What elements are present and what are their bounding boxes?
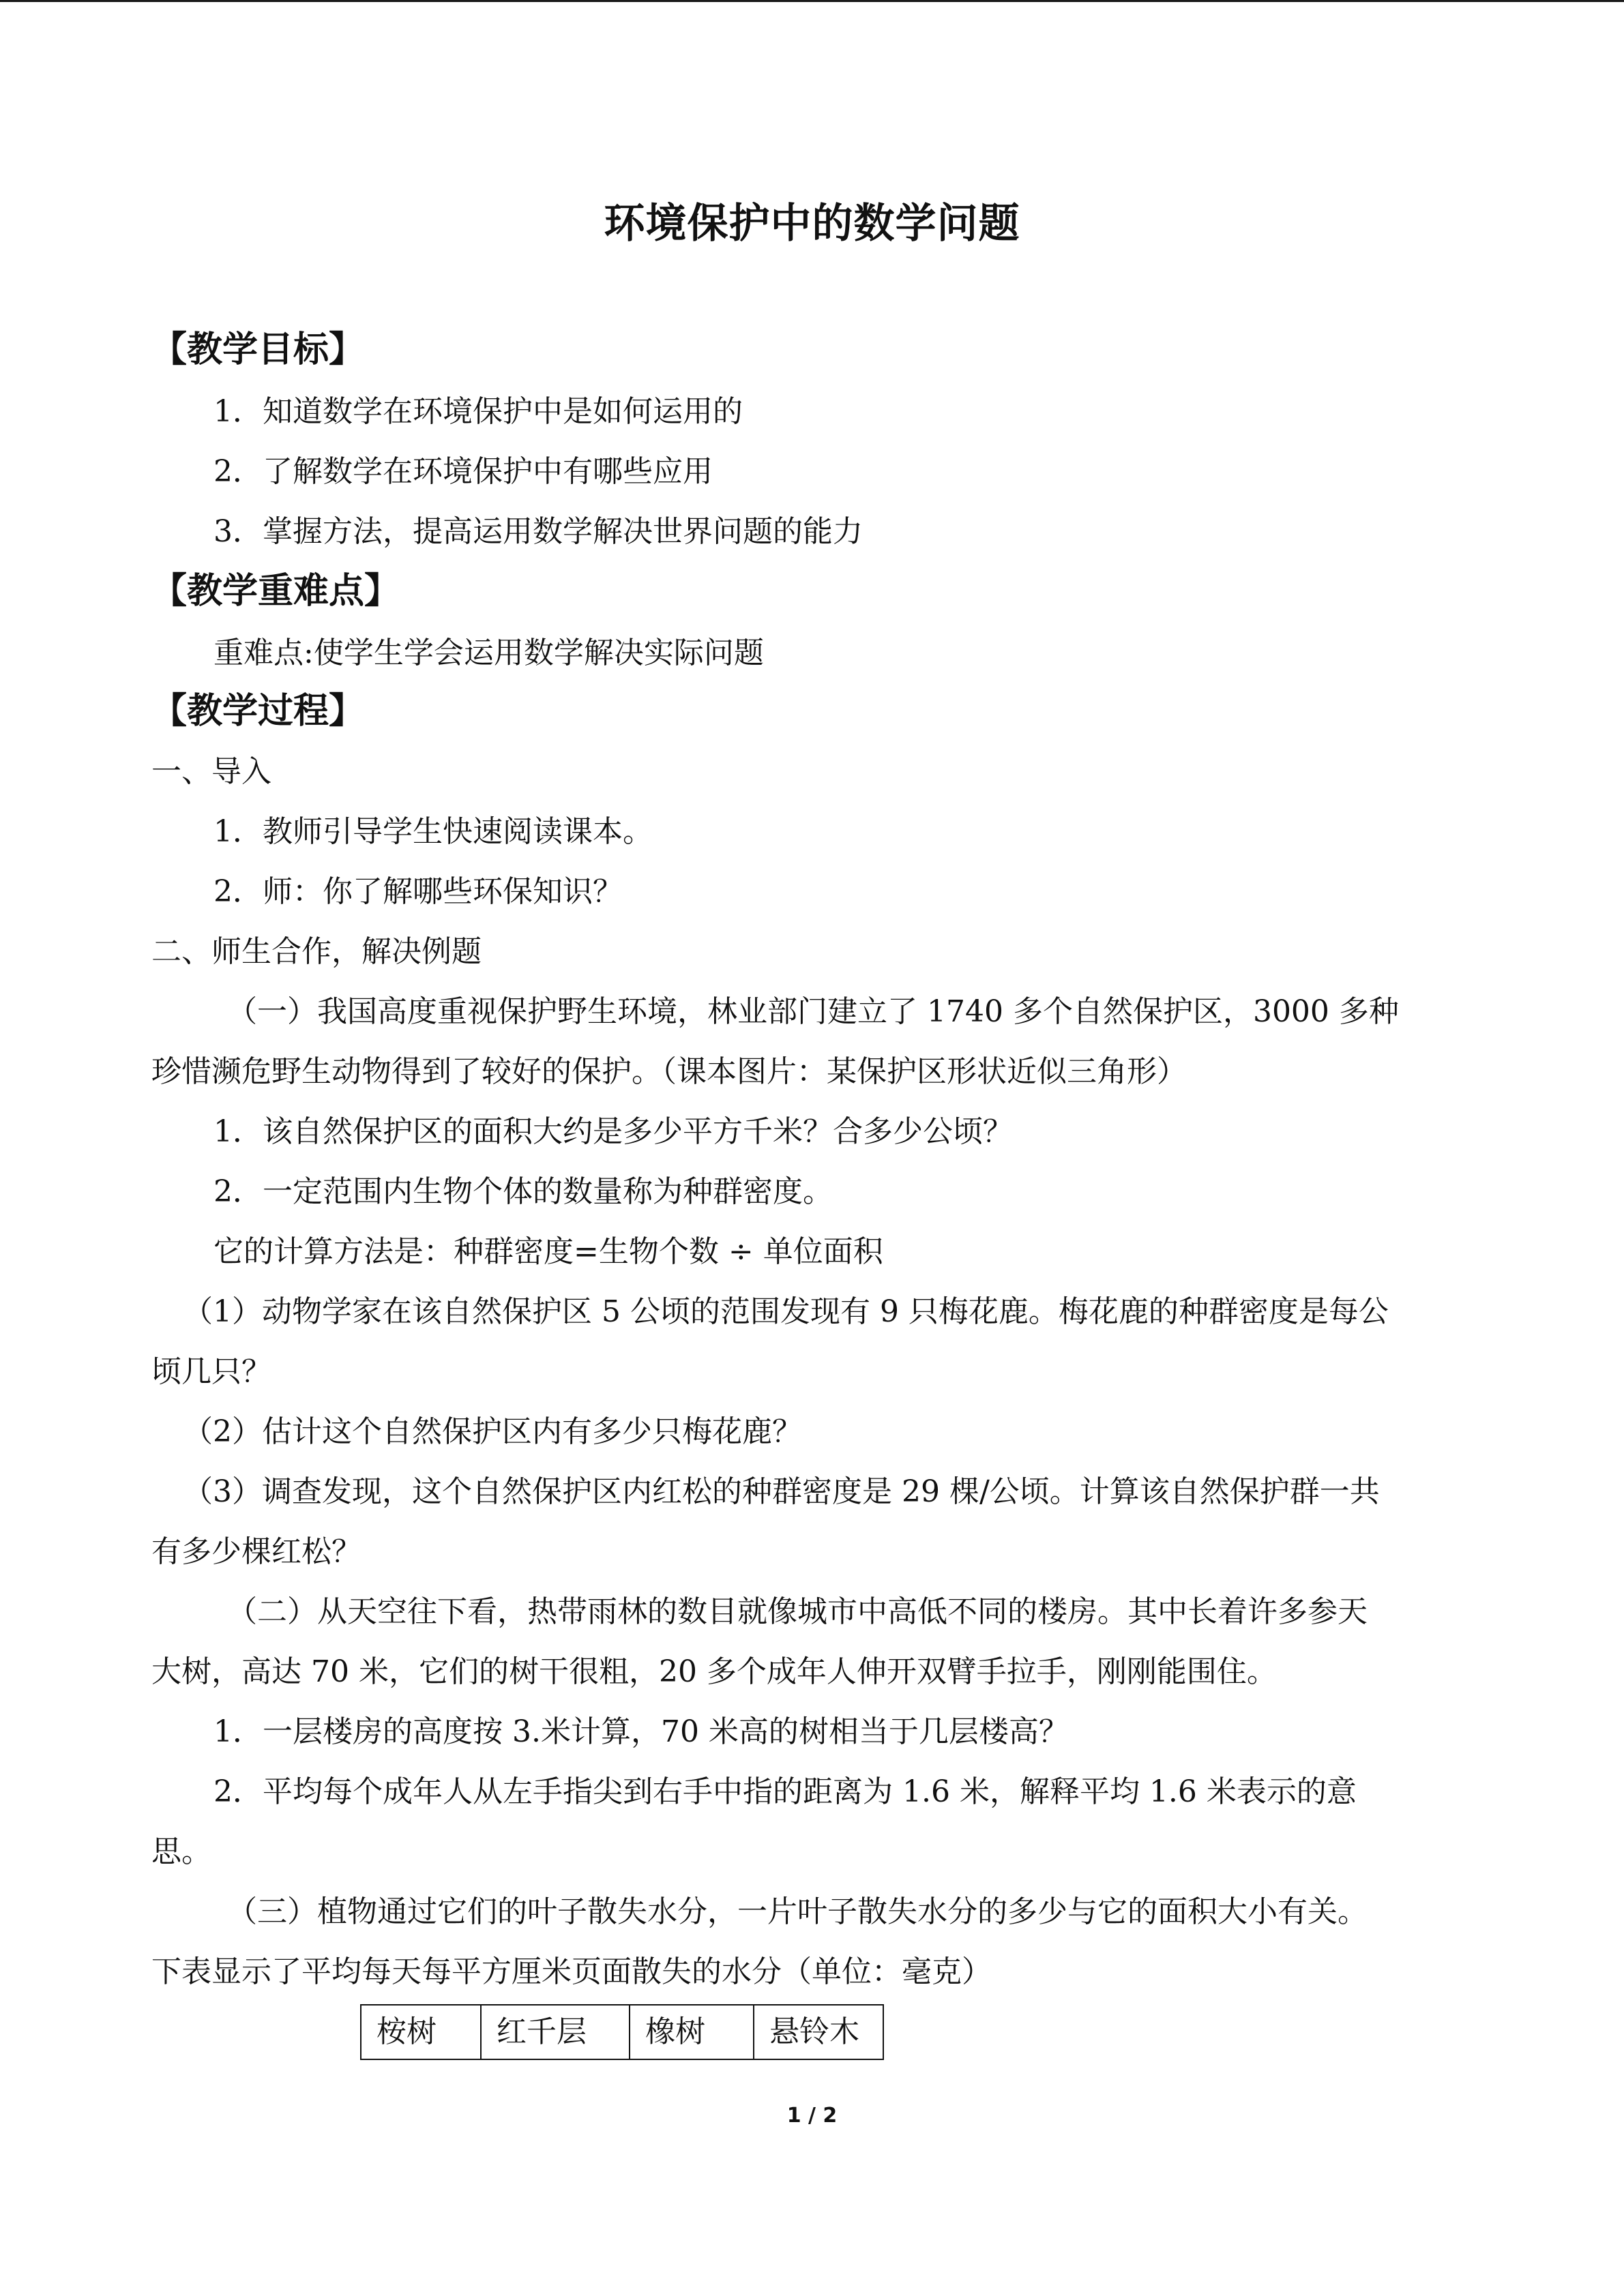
part1-item-2: 2．师：你了解哪些环保知识？ (213, 874, 623, 909)
leaf-water-loss-table (360, 2004, 884, 2060)
example1-sub1-line2: 顷几只？ (151, 1354, 271, 1389)
example2-question-2-line1: 2．平均每个成年人从左手指尖到右手中指的距离为 1.6 米，解释平均 1.6 米表示的意 (213, 1774, 1357, 1809)
example1-question-1: 1．该自然保护区的面积大约是多少平方千米？合多少公顷？ (213, 1114, 1013, 1149)
example2-question-1: 1．一层楼房的高度按 3.米计算，70 米高的树相当于几层楼高？ (213, 1714, 1069, 1749)
example3-intro-line1: （三）植物通过它们的叶子散失水分，一片叶子散失水分的多少与它的面积大小有关。 (227, 1894, 1368, 1929)
example2-intro-line1: （二）从天空往下看，热带雨林的数目就像城市中高低不同的楼房。其中长着许多参天 (227, 1594, 1368, 1629)
heading-teaching-process: 【教学过程】 (151, 691, 365, 732)
table-header-row (361, 2005, 883, 2059)
goal-item-3: 3．掌握方法，提高运用数学解决世界问题的能力 (213, 514, 863, 549)
example1-sub3-line2: 有多少棵红松？ (151, 1534, 361, 1569)
example1-question-2: 2．一定范围内生物个体的数量称为种群密度。 (213, 1174, 833, 1209)
heading-teaching-goals: 【教学目标】 (151, 329, 365, 370)
table-header-cell: 红千层 (481, 2005, 630, 2059)
example2-intro-line2: 大树，高达 70 米，它们的树干很粗，20 多个成年人伸开双臂手拉手，刚刚能围住。 (151, 1654, 1277, 1689)
part1-title: 一、导入 (151, 754, 271, 789)
heading-key-points: 【教学重难点】 (151, 571, 400, 612)
example1-formula: 它的计算方法是：种群密度=生物个数 ÷ 单位面积 (213, 1234, 883, 1269)
part1-item-1: 1．教师引导学生快速阅读课本。 (213, 814, 653, 849)
key-points-text: 重难点:使学生学会运用数学解决实际问题 (213, 636, 764, 670)
goal-item-1: 1．知道数学在环境保护中是如何运用的 (213, 394, 743, 429)
goal-item-2: 2．了解数学在环境保护中有哪些应用 (213, 454, 713, 489)
page-number: 1 / 2 (786, 2104, 838, 2128)
example1-sub1-line1: （1）动物学家在该自然保护区 5 公顷的范围发现有 9 只梅花鹿。梅花鹿的种群密度是每公 (183, 1294, 1389, 1329)
example1-sub2: （2）估计这个自然保护区内有多少只梅花鹿？ (183, 1414, 802, 1449)
example1-intro-line2: 珍惜濒危野生动物得到了较好的保护。（课本图片：某保护区形状近似三角形） (151, 1054, 1187, 1089)
table-header-cell: 橡树 (630, 2005, 754, 2059)
table-header-cell: 悬铃木 (754, 2005, 883, 2059)
document-title: 环境保护中的数学问题 (604, 200, 1020, 248)
example1-intro-line1: （一）我国高度重视保护野生环境，林业部门建立了 1740 多个自然保护区，3000 多种 (227, 994, 1399, 1029)
part2-title: 二、师生合作，解决例题 (151, 934, 482, 969)
table-header-cell: 桉树 (361, 2005, 481, 2059)
example3-intro-line2: 下表显示了平均每天每平方厘米页面散失的水分（单位：毫克） (151, 1954, 992, 1989)
example1-sub3-line1: （3）调查发现，这个自然保护区内红松的种群密度是 29 棵/公顷。计算该自然保护群一共 (183, 1474, 1380, 1509)
example2-question-2-line2: 思。 (151, 1834, 211, 1869)
